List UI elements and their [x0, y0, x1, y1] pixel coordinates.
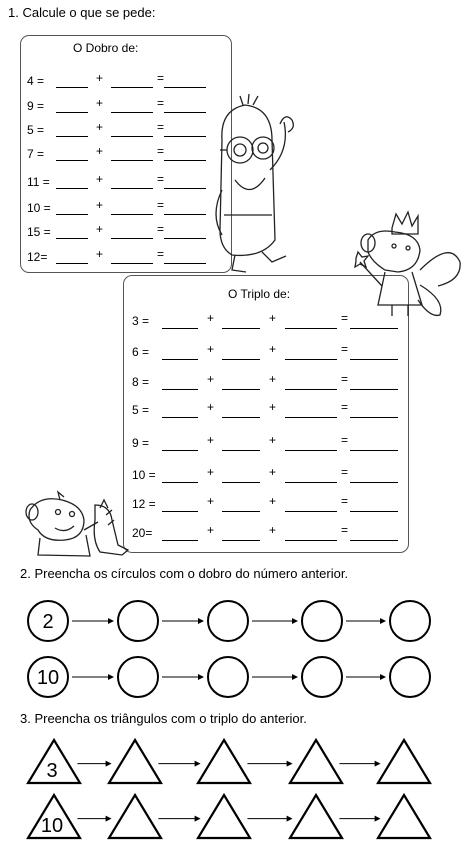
- arrow-head: [108, 618, 114, 624]
- dobro-row-label: 12=: [27, 250, 48, 264]
- answer-blank[interactable]: [111, 87, 153, 88]
- answer-triangle[interactable]: [290, 795, 342, 838]
- answer-blank[interactable]: [111, 263, 153, 264]
- result-blank[interactable]: [350, 359, 398, 360]
- result-blank[interactable]: [164, 112, 206, 113]
- equals-sign: =: [341, 342, 349, 356]
- answer-blank[interactable]: [56, 263, 88, 264]
- answer-blank[interactable]: [162, 417, 198, 418]
- answer-blank[interactable]: [111, 238, 153, 239]
- plus-sign: +: [96, 222, 104, 236]
- answer-blank[interactable]: [222, 540, 260, 541]
- equals-sign: =: [157, 144, 165, 158]
- answer-circle[interactable]: [302, 657, 342, 697]
- result-blank[interactable]: [164, 188, 206, 189]
- answer-triangle[interactable]: [109, 740, 161, 783]
- start-triangle: [28, 795, 80, 838]
- circle-start-number: 2: [42, 611, 54, 633]
- result-blank[interactable]: [350, 540, 398, 541]
- dobro-row-label: 5 =: [27, 123, 45, 137]
- answer-blank[interactable]: [222, 359, 260, 360]
- answer-blank[interactable]: [285, 511, 337, 512]
- triplo-title: O Triplo de:: [228, 287, 291, 301]
- equals-sign: =: [157, 247, 165, 261]
- answer-blank[interactable]: [162, 540, 198, 541]
- result-blank[interactable]: [164, 160, 206, 161]
- triangle-start-number: 3: [46, 760, 58, 782]
- triplo-row-label: 3 =: [132, 314, 150, 328]
- equals-sign: =: [157, 172, 165, 186]
- dobro-title: O Dobro de:: [73, 41, 139, 55]
- answer-circle[interactable]: [208, 601, 248, 641]
- start-triangle: [28, 740, 80, 783]
- answer-blank[interactable]: [285, 540, 337, 541]
- answer-blank[interactable]: [111, 160, 153, 161]
- plus-sign: +: [269, 523, 277, 537]
- answer-circle[interactable]: [302, 601, 342, 641]
- triplo-row-label: 12 =: [132, 497, 156, 511]
- equals-sign: =: [341, 372, 349, 386]
- plus-sign: +: [96, 96, 104, 110]
- triplo-row-label: 10 =: [132, 468, 156, 482]
- answer-triangle[interactable]: [378, 795, 430, 838]
- dobro-row-label: 15 =: [27, 225, 51, 239]
- answer-blank[interactable]: [222, 389, 260, 390]
- answer-circle[interactable]: [390, 657, 430, 697]
- plus-sign: +: [207, 372, 215, 386]
- arrow-head: [106, 761, 112, 767]
- answer-blank[interactable]: [111, 136, 153, 137]
- answer-blank[interactable]: [56, 136, 88, 137]
- equals-sign: =: [157, 96, 165, 110]
- arrow-head: [380, 618, 386, 624]
- circle-start-number: 10: [36, 667, 60, 689]
- triangle-start-number: 10: [40, 815, 64, 837]
- plus-sign: +: [269, 311, 277, 325]
- result-blank[interactable]: [164, 214, 206, 215]
- equals-sign: =: [157, 198, 165, 212]
- equals-sign: =: [341, 494, 349, 508]
- arrow-head: [198, 674, 204, 680]
- plus-sign: +: [207, 342, 215, 356]
- answer-triangle[interactable]: [290, 740, 342, 783]
- result-blank[interactable]: [350, 389, 398, 390]
- result-blank[interactable]: [350, 417, 398, 418]
- answer-blank[interactable]: [285, 359, 337, 360]
- dobro-row-label: 7 =: [27, 147, 45, 161]
- answer-triangle[interactable]: [198, 740, 250, 783]
- answer-blank[interactable]: [222, 511, 260, 512]
- answer-triangle[interactable]: [378, 740, 430, 783]
- dobro-row-label: 4 =: [27, 74, 45, 88]
- triplo-row-label: 9 =: [132, 436, 150, 450]
- plus-sign: +: [96, 144, 104, 158]
- plus-sign: +: [269, 465, 277, 479]
- equals-sign: =: [341, 523, 349, 537]
- triplo-row-label: 20=: [132, 526, 153, 540]
- plus-sign: +: [269, 494, 277, 508]
- plus-sign: +: [207, 311, 215, 325]
- answer-blank[interactable]: [56, 87, 88, 88]
- result-blank[interactable]: [350, 482, 398, 483]
- result-blank[interactable]: [350, 328, 398, 329]
- answer-blank[interactable]: [285, 450, 337, 451]
- triplo-row-label: 8 =: [132, 375, 150, 389]
- arrow-head: [287, 761, 293, 767]
- result-blank[interactable]: [350, 450, 398, 451]
- result-blank[interactable]: [164, 136, 206, 137]
- arrow-head: [108, 674, 114, 680]
- equals-sign: =: [341, 465, 349, 479]
- answer-blank[interactable]: [285, 482, 337, 483]
- answer-blank[interactable]: [222, 417, 260, 418]
- answer-blank[interactable]: [111, 214, 153, 215]
- dobro-row-label: 10 =: [27, 201, 51, 215]
- answer-blank[interactable]: [162, 389, 198, 390]
- arrow-head: [375, 816, 381, 822]
- equals-sign: =: [157, 71, 165, 85]
- answer-blank[interactable]: [222, 328, 260, 329]
- answer-blank[interactable]: [111, 188, 153, 189]
- start-circle: [28, 657, 68, 697]
- question-1-heading: 1. Calcule o que se pede:: [8, 5, 156, 20]
- answer-blank[interactable]: [56, 188, 88, 189]
- plus-sign: +: [207, 433, 215, 447]
- question-2-heading: 2. Preencha os círculos com o dobro do número anterior.: [20, 566, 349, 581]
- answer-blank[interactable]: [285, 328, 337, 329]
- result-blank[interactable]: [164, 263, 206, 264]
- answer-blank[interactable]: [162, 450, 198, 451]
- arrow-head: [292, 618, 298, 624]
- plus-sign: +: [207, 494, 215, 508]
- answer-blank[interactable]: [285, 389, 337, 390]
- answer-blank[interactable]: [56, 214, 88, 215]
- answer-blank[interactable]: [222, 450, 260, 451]
- answer-blank[interactable]: [162, 359, 198, 360]
- answer-blank[interactable]: [162, 328, 198, 329]
- plus-sign: +: [269, 372, 277, 386]
- answer-blank[interactable]: [222, 482, 260, 483]
- plus-sign: +: [96, 172, 104, 186]
- equals-sign: =: [157, 222, 165, 236]
- plus-sign: +: [269, 433, 277, 447]
- arrow-head: [287, 816, 293, 822]
- plus-sign: +: [207, 400, 215, 414]
- plus-sign: +: [96, 198, 104, 212]
- triplo-row-label: 6 =: [132, 345, 150, 359]
- answer-circle[interactable]: [118, 601, 158, 641]
- equals-sign: =: [157, 120, 165, 134]
- equals-sign: =: [341, 311, 349, 325]
- result-blank[interactable]: [164, 238, 206, 239]
- answer-circle[interactable]: [118, 657, 158, 697]
- answer-circle[interactable]: [390, 601, 430, 641]
- plus-sign: +: [269, 342, 277, 356]
- answer-blank[interactable]: [162, 511, 198, 512]
- answer-blank[interactable]: [111, 112, 153, 113]
- answer-blank[interactable]: [285, 417, 337, 418]
- plus-sign: +: [207, 465, 215, 479]
- triplo-row-label: 5 =: [132, 403, 150, 417]
- arrow-head: [106, 816, 112, 822]
- answer-blank[interactable]: [162, 482, 198, 483]
- arrow-head: [195, 761, 201, 767]
- question-3-heading: 3. Preencha os triângulos com o triplo do anterior.: [20, 711, 307, 726]
- result-blank[interactable]: [350, 511, 398, 512]
- answer-blank[interactable]: [56, 160, 88, 161]
- equals-sign: =: [341, 400, 349, 414]
- result-blank[interactable]: [164, 87, 206, 88]
- plus-sign: +: [269, 400, 277, 414]
- answer-blank[interactable]: [56, 238, 88, 239]
- dobro-row-label: 9 =: [27, 99, 45, 113]
- answer-circle[interactable]: [208, 657, 248, 697]
- plus-sign: +: [96, 247, 104, 261]
- equals-sign: =: [341, 433, 349, 447]
- plus-sign: +: [96, 71, 104, 85]
- start-circle: [28, 601, 68, 641]
- plus-sign: +: [207, 523, 215, 537]
- arrow-head: [380, 674, 386, 680]
- plus-sign: +: [96, 120, 104, 134]
- arrow-head: [198, 618, 204, 624]
- arrow-head: [292, 674, 298, 680]
- answer-blank[interactable]: [56, 112, 88, 113]
- arrow-head: [375, 761, 381, 767]
- arrow-head: [195, 816, 201, 822]
- answer-triangle[interactable]: [198, 795, 250, 838]
- dobro-row-label: 11 =: [27, 175, 50, 189]
- answer-triangle[interactable]: [109, 795, 161, 838]
